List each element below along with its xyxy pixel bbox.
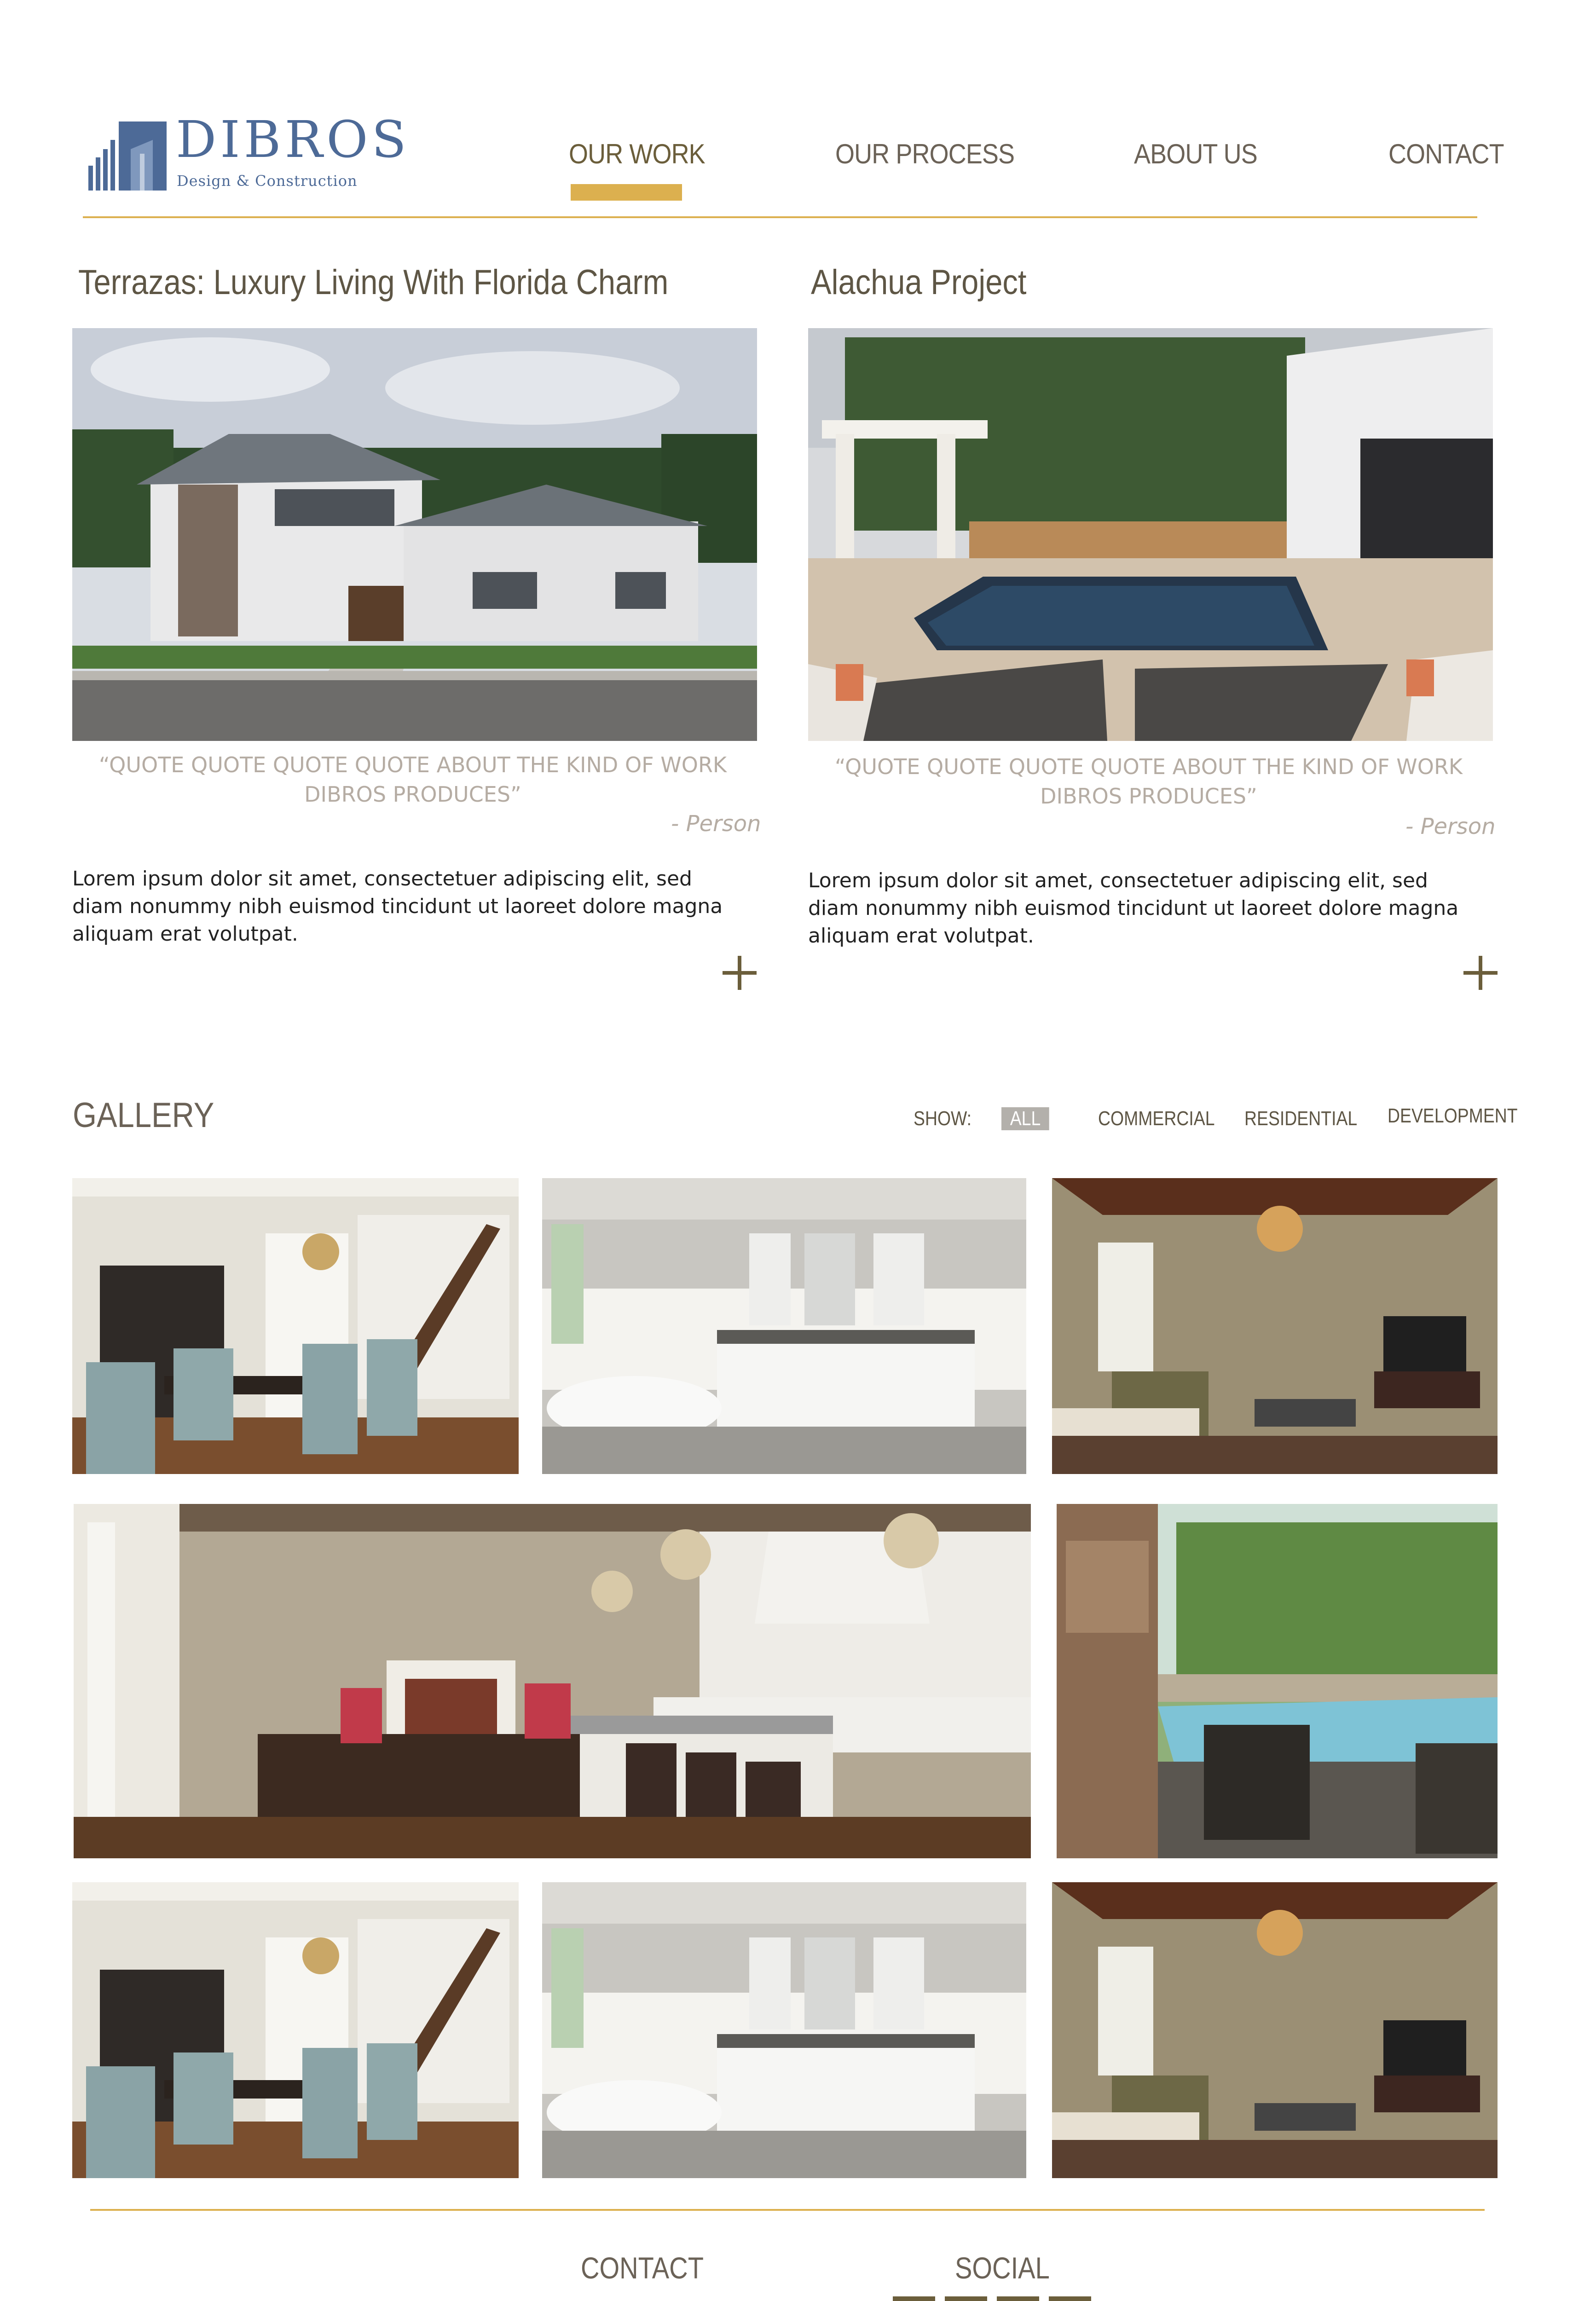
gallery-photo-bathroom[interactable] [542,1178,1026,1474]
expand-plus-icon[interactable] [1463,956,1498,990]
quote-person: - Person [1405,814,1496,839]
nav-active-indicator [571,184,682,201]
gallery-photo-dining-2[interactable] [72,1882,519,2178]
project-photo-terrazas[interactable] [72,328,757,741]
brand-tagline: Design & Construction [177,172,358,190]
gallery-photo-living[interactable] [1052,1178,1498,1474]
building-logo-icon [88,121,167,191]
gallery-photo-living-2[interactable] [1052,1882,1498,2178]
filter-development[interactable]: DEVELOPMENT [1388,1104,1518,1127]
gallery-photo-dining[interactable] [72,1178,519,1474]
footer-contact-heading: CONTACT [581,2251,704,2285]
gallery-photo-bathroom-2[interactable] [542,1882,1026,2178]
filter-residential[interactable]: RESIDENTIAL [1244,1107,1358,1130]
expand-plus-icon[interactable] [723,956,757,990]
footer-social-heading: SOCIAL [955,2251,1050,2285]
header-divider [83,216,1477,218]
footer-divider [90,2209,1485,2211]
gallery-title: GALLERY [73,1096,214,1135]
show-label: SHOW: [914,1107,972,1130]
gallery-photo-kitchen[interactable] [74,1504,1031,1858]
facebook-icon[interactable] [893,2296,935,2301]
brand-logo[interactable] [88,110,410,192]
nav-contact[interactable]: CONTACT [1388,139,1504,169]
houzz-icon[interactable] [1049,2296,1091,2301]
project-quote: “QUOTE QUOTE QUOTE QUOTE ABOUT THE KIND OF WORK DIBROS PRODUCES” [98,752,727,807]
gallery-photo-pool[interactable] [1057,1504,1498,1858]
nav-about-us[interactable]: ABOUT US [1134,139,1257,169]
twitter-icon[interactable] [997,2296,1039,2301]
filter-commercial[interactable]: COMMERCIAL [1098,1107,1215,1130]
project-title[interactable]: Terrazas: Luxury Living With Florida Charm [78,263,669,302]
instagram-icon[interactable] [945,2296,987,2301]
filter-all[interactable]: ALL [1001,1107,1049,1130]
brand-name: DIBROS [176,110,410,169]
project-description: Lorem ipsum dolor sit amet, consectetuer adipiscing elit, sed diam nonummy nibh euismod tincidunt ut laoreet dolore magna aliquam erat volutpat. [808,869,1459,948]
project-description: Lorem ipsum dolor sit amet, consectetuer adipiscing elit, sed diam nonummy nibh euismod tincidunt ut laoreet dolore magna aliquam erat volutpat. [72,867,723,946]
quote-person: - Person [671,811,761,837]
nav-our-process[interactable]: OUR PROCESS [835,139,1015,169]
project-photo-alachua[interactable] [808,328,1493,741]
project-title[interactable]: Alachua Project [811,263,1027,302]
nav-our-work[interactable]: OUR WORK [569,139,705,169]
project-quote: “QUOTE QUOTE QUOTE QUOTE ABOUT THE KIND OF WORK DIBROS PRODUCES” [834,754,1463,809]
